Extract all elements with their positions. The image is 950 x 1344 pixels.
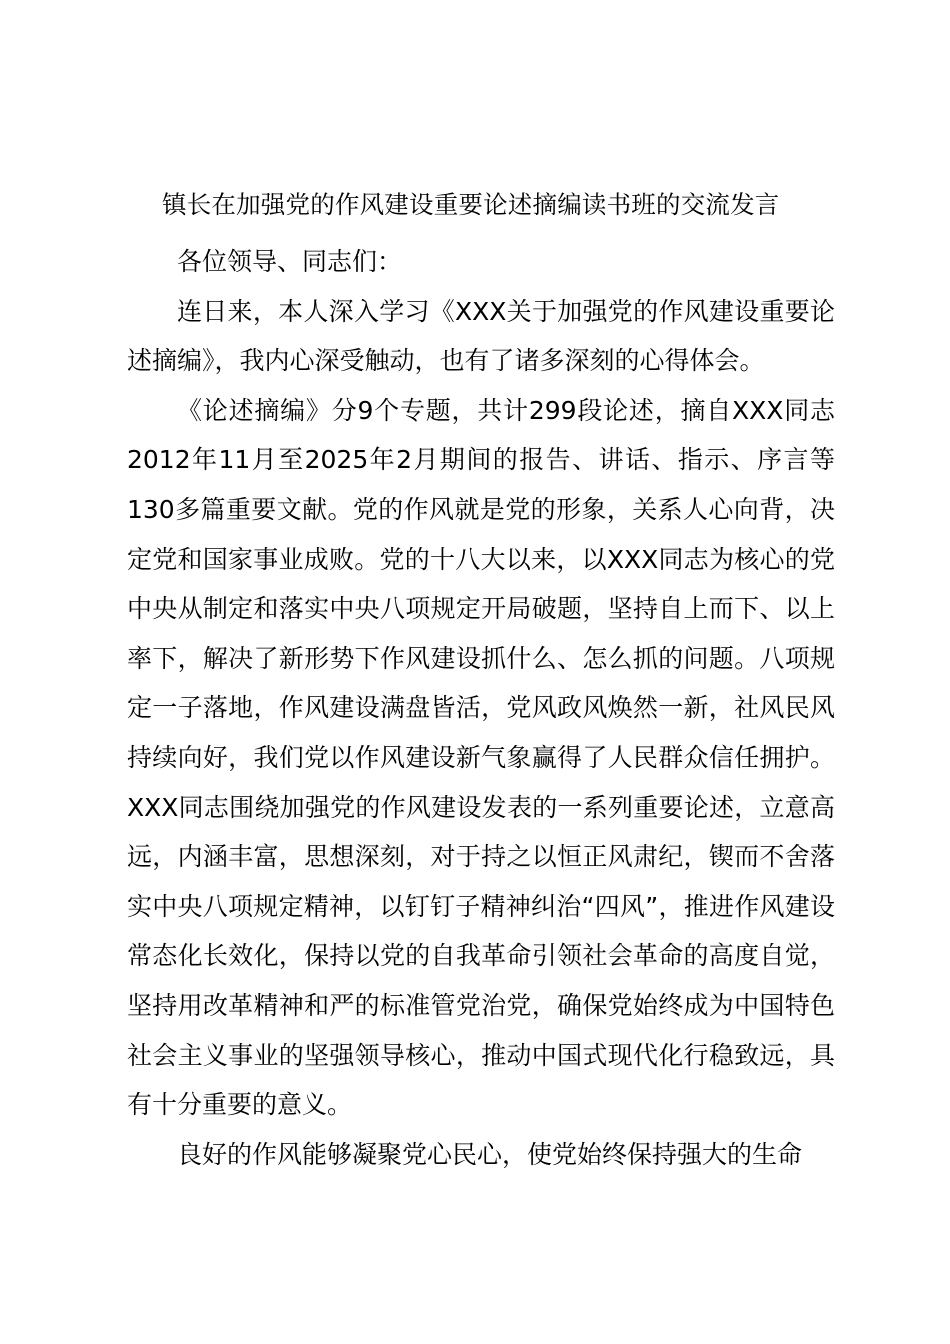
paragraph-2: 《论述摘编》分9个专题，共计299段论述，摘自XXX同志2012年11月至2025年2月期间的报告、讲话、指示、序言等130多篇重要文献。党的作风就是党的形象，关系人心向背，决定党和国家事业成败。党的十八大以来，以XXX同志为核心的党中央从制定和落实中央八项规定开局破题，坚持自上而下、以上率下，解决了新形势下作风建设抓什么、怎么抓的问题。八项规定一子落地，作风建设满盘皆活，党风政风焕然一新，社风民风持续向好，我们党以作风建设新气象赢得了人民群众信任拥护。XXX同志围绕加强党的作风建设发表的一系列重要论述，立意高远，内涵丰富，思想深刻，对于持之以恒正风肃纪，锲而不舍落实中央八项规定精神，以钉钉子精神纠治“四风”，推进作风建设常态化长效化，保持以党的自我革命引领社会革命的高度自觉，坚持用改革精神和严的标准管党治党，确保党始终成为中国特色社会主义事业的坚强领导核心，推动中国式现代化行稳致远，具有十分重要的意义。: [127, 395, 835, 1120]
salutation: 各位领导、同志们：: [177, 247, 403, 276]
paragraph-3: 良好的作风能够凝聚党心民心，使党始终保持强大的生命: [177, 1139, 803, 1169]
document-body: [127, 237, 835, 1179]
paragraph-1: 连日来，本人深入学习《XXX关于加强党的作风建设重要论述摘编》，我内心深受触动，也有了诸多深刻的心得体会。: [127, 296, 835, 376]
document-title: 镇长在加强党的作风建设重要论述摘编读书班的交流发言: [162, 190, 780, 219]
